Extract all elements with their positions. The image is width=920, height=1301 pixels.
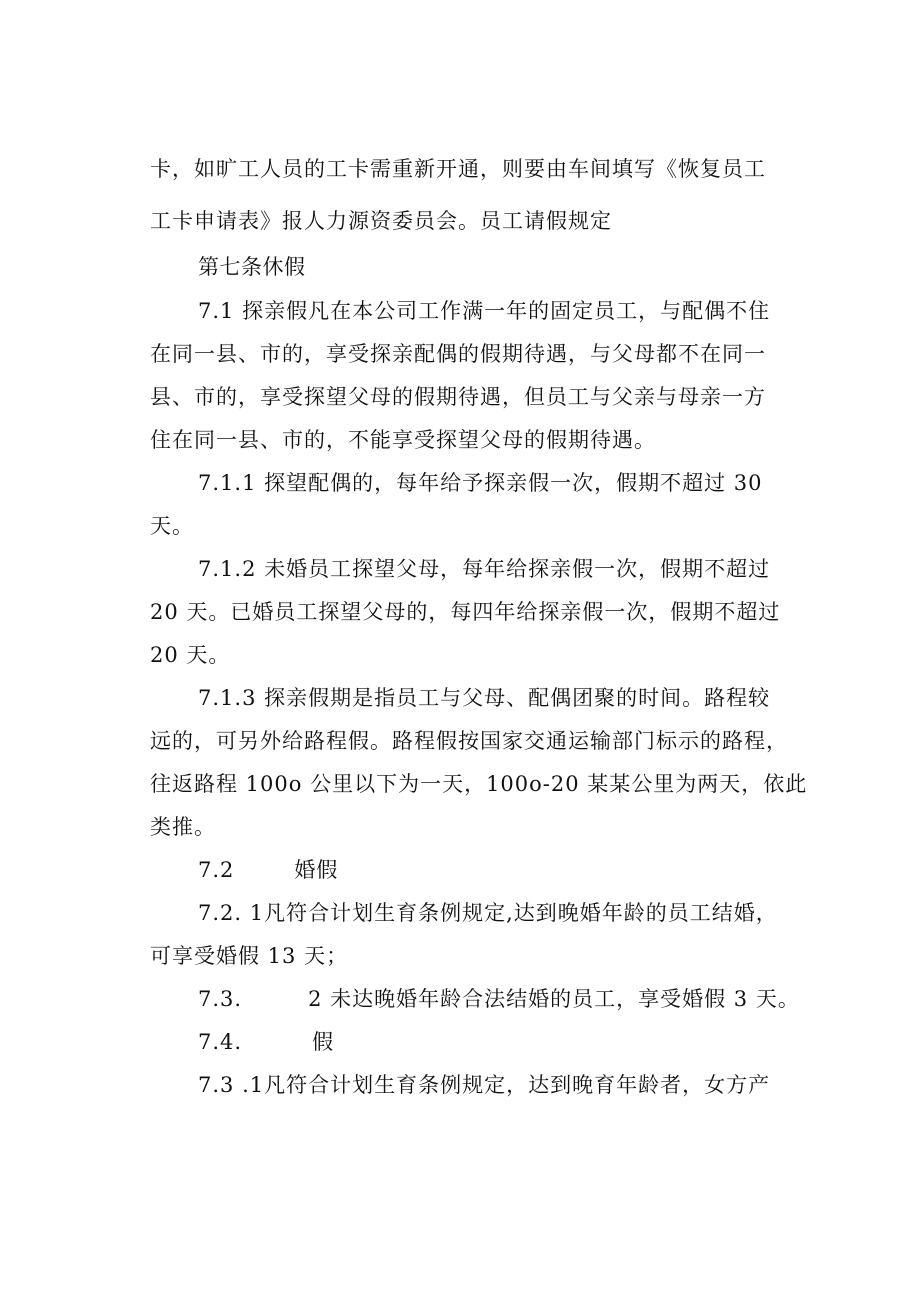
section-7-2-line: [198, 855, 858, 885]
paragraph-line: 县、市的，享受探望父母的假期待遇，但员工与父亲与母亲一方: [150, 385, 766, 409]
paragraph-line: 在同一县、市的，享受探亲配偶的假期待遇，与父母都不在同一: [150, 342, 766, 366]
section-text: 婚假: [294, 858, 339, 882]
section-7-4-line: [198, 1027, 858, 1057]
paragraph-line: 类推。: [150, 815, 216, 839]
paragraph-line: 7.1.1 探望配偶的，每年给予探亲假一次，假期不超过 30: [198, 471, 763, 495]
section-heading: 第七条休假: [198, 255, 306, 279]
paragraph-line: 住在同一县、市的，不能享受探望父母的假期待遇。: [150, 428, 656, 452]
paragraph-line: 天。: [150, 514, 194, 538]
section-number: 7.4.: [198, 1030, 243, 1054]
section-7-3-line: [198, 984, 858, 1014]
paragraph-line: 卡，如旷工人员的工卡需重新开通，则要由车间填写《恢复员工: [150, 157, 766, 181]
paragraph-line: 20 天。: [150, 643, 231, 667]
paragraph-line: 7.1.3 探亲假期是指员工与父母、配偶团聚的时间。路程较: [198, 686, 771, 710]
paragraph-line: 7.1 探亲假凡在本公司工作满一年的固定员工，与配偶不住: [198, 299, 771, 323]
paragraph-line: 远的，可另外给路程假。路程假按国家交通运输部门标示的路程，: [150, 729, 788, 753]
section-number: 7.3.: [198, 987, 243, 1011]
paragraph-line: 往返路程 100o 公里以下为一天，100o-20 某某公里为两天，依此: [150, 772, 808, 796]
paragraph-line: 7.3 .1凡符合计划生育条例规定，达到晚育年龄者，女方产: [198, 1073, 771, 1097]
section-number: 7.2: [198, 858, 235, 882]
paragraph-line: 20 天。已婚员工探望父母的，每四年给探亲假一次，假期不超过: [150, 600, 781, 624]
paragraph-line: 可享受婚假 13 天；: [150, 944, 349, 968]
section-text: 假: [312, 1030, 335, 1054]
paragraph-line: 7.1.2 未婚员工探望父母，每年给探亲假一次，假期不超过: [198, 557, 771, 581]
paragraph-line: 工卡申请表》报人力源资委员会。员工请假规定: [150, 209, 612, 233]
section-text: 2 未达晚婚年龄合法结婚的员工，享受婚假 3 天。: [308, 987, 800, 1011]
paragraph-line: 7.2. 1凡符合计划生育条例规定,达到晚婚年龄的员工结婚，: [198, 901, 778, 925]
